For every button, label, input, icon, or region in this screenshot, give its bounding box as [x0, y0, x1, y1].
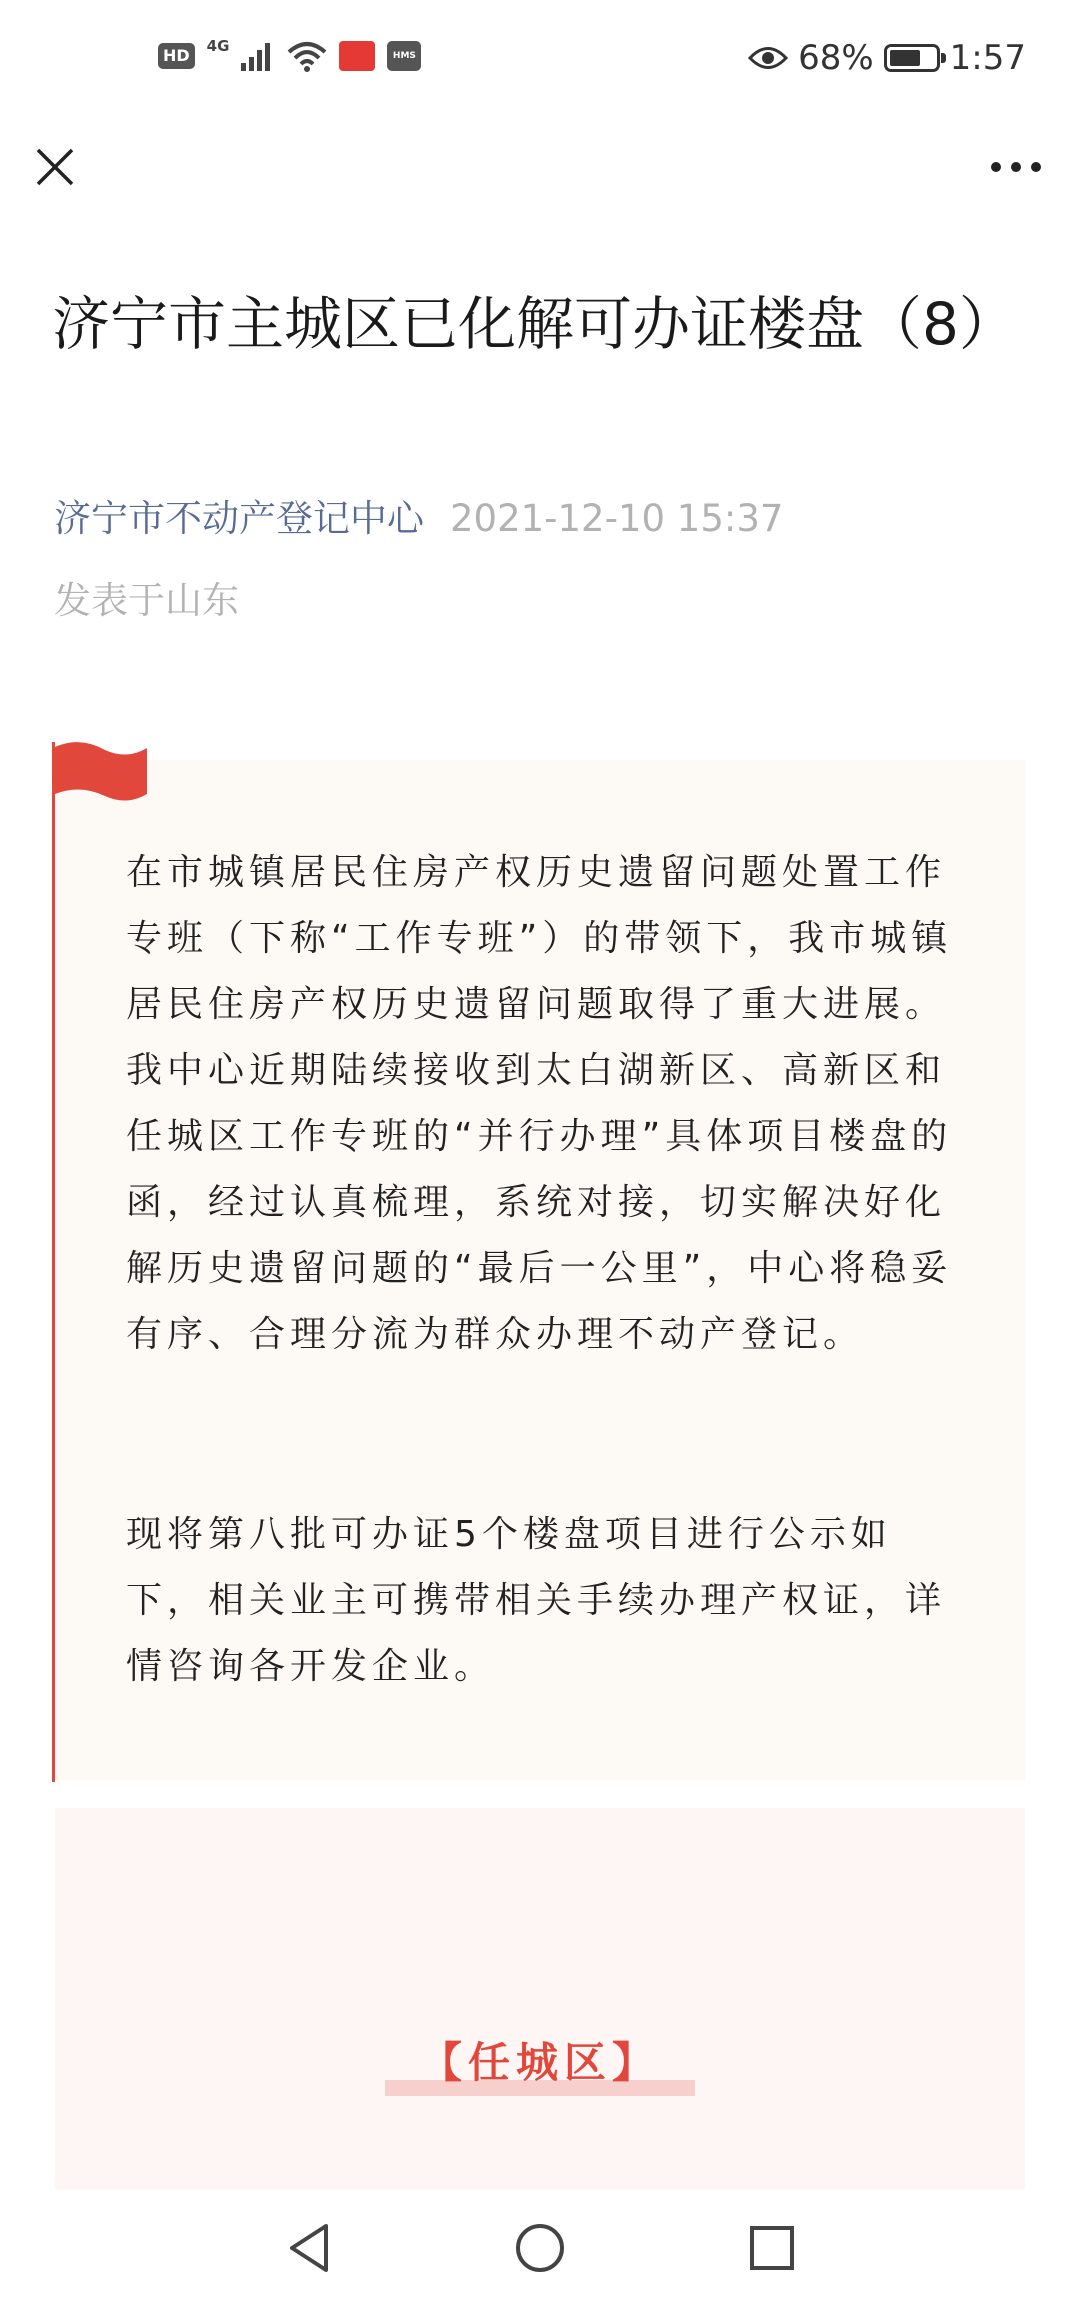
hms-icon: HMS — [387, 41, 421, 71]
author-link[interactable]: 济宁市不动产登记中心 — [54, 497, 424, 540]
article-title: 济宁市主城区已化解可办证楼盘（8） — [52, 290, 1017, 358]
wifi-icon — [287, 40, 327, 72]
clock: 1:57 — [949, 38, 1026, 78]
publish-date: 2021-12-10 15:37 — [450, 497, 784, 540]
home-circle-icon[interactable] — [510, 2218, 570, 2278]
system-nav-bar — [0, 2190, 1080, 2310]
status-left — [158, 37, 421, 72]
red-flag-icon — [55, 742, 150, 810]
battery-icon — [884, 44, 940, 72]
network-type: 4G — [206, 37, 230, 55]
flag-pole — [52, 742, 55, 1782]
app-notification-icon — [339, 41, 375, 71]
article-meta — [54, 488, 783, 542]
announcement-paragraph: 现将第八批可办证5个楼盘项目进行公示如下，相关业主可携带相关手续办理产权证，详情咨询各开发企业。 — [126, 1514, 947, 1687]
hd-badge: HD — [158, 43, 195, 69]
publish-location: 发表于山东 — [54, 579, 239, 622]
status-right — [748, 38, 1026, 78]
recents-square-icon[interactable] — [742, 2218, 802, 2278]
back-triangle-icon[interactable] — [280, 2218, 340, 2278]
top-toolbar — [0, 130, 1080, 210]
section-card — [55, 1808, 1025, 2190]
signal-icon — [241, 41, 275, 71]
status-bar — [0, 0, 1080, 120]
battery-percent: 68% — [798, 38, 874, 78]
close-icon[interactable] — [30, 142, 80, 192]
battery-level — [890, 50, 920, 66]
more-icon[interactable] — [986, 142, 1046, 192]
section-label: 【任城区】 — [419, 2038, 660, 2087]
intro-paragraph: 在市城镇居民住房产权历史遗留问题处置工作专班（下称“工作专班”）的带领下，我市城镇居民住房产权历史遗留问题取得了重大进展。我中心近期陆续接收到太白湖新区、高新区和任城区工作专班的“并行办理”具体项目楼盘的函，经过认真梳理，系统对接，切实解决好化解历史遗留问题的“最后一公里”，中心将稳妥有序、合理分流为群众办理不动产登记。 — [126, 852, 953, 1355]
eye-icon — [748, 45, 788, 71]
